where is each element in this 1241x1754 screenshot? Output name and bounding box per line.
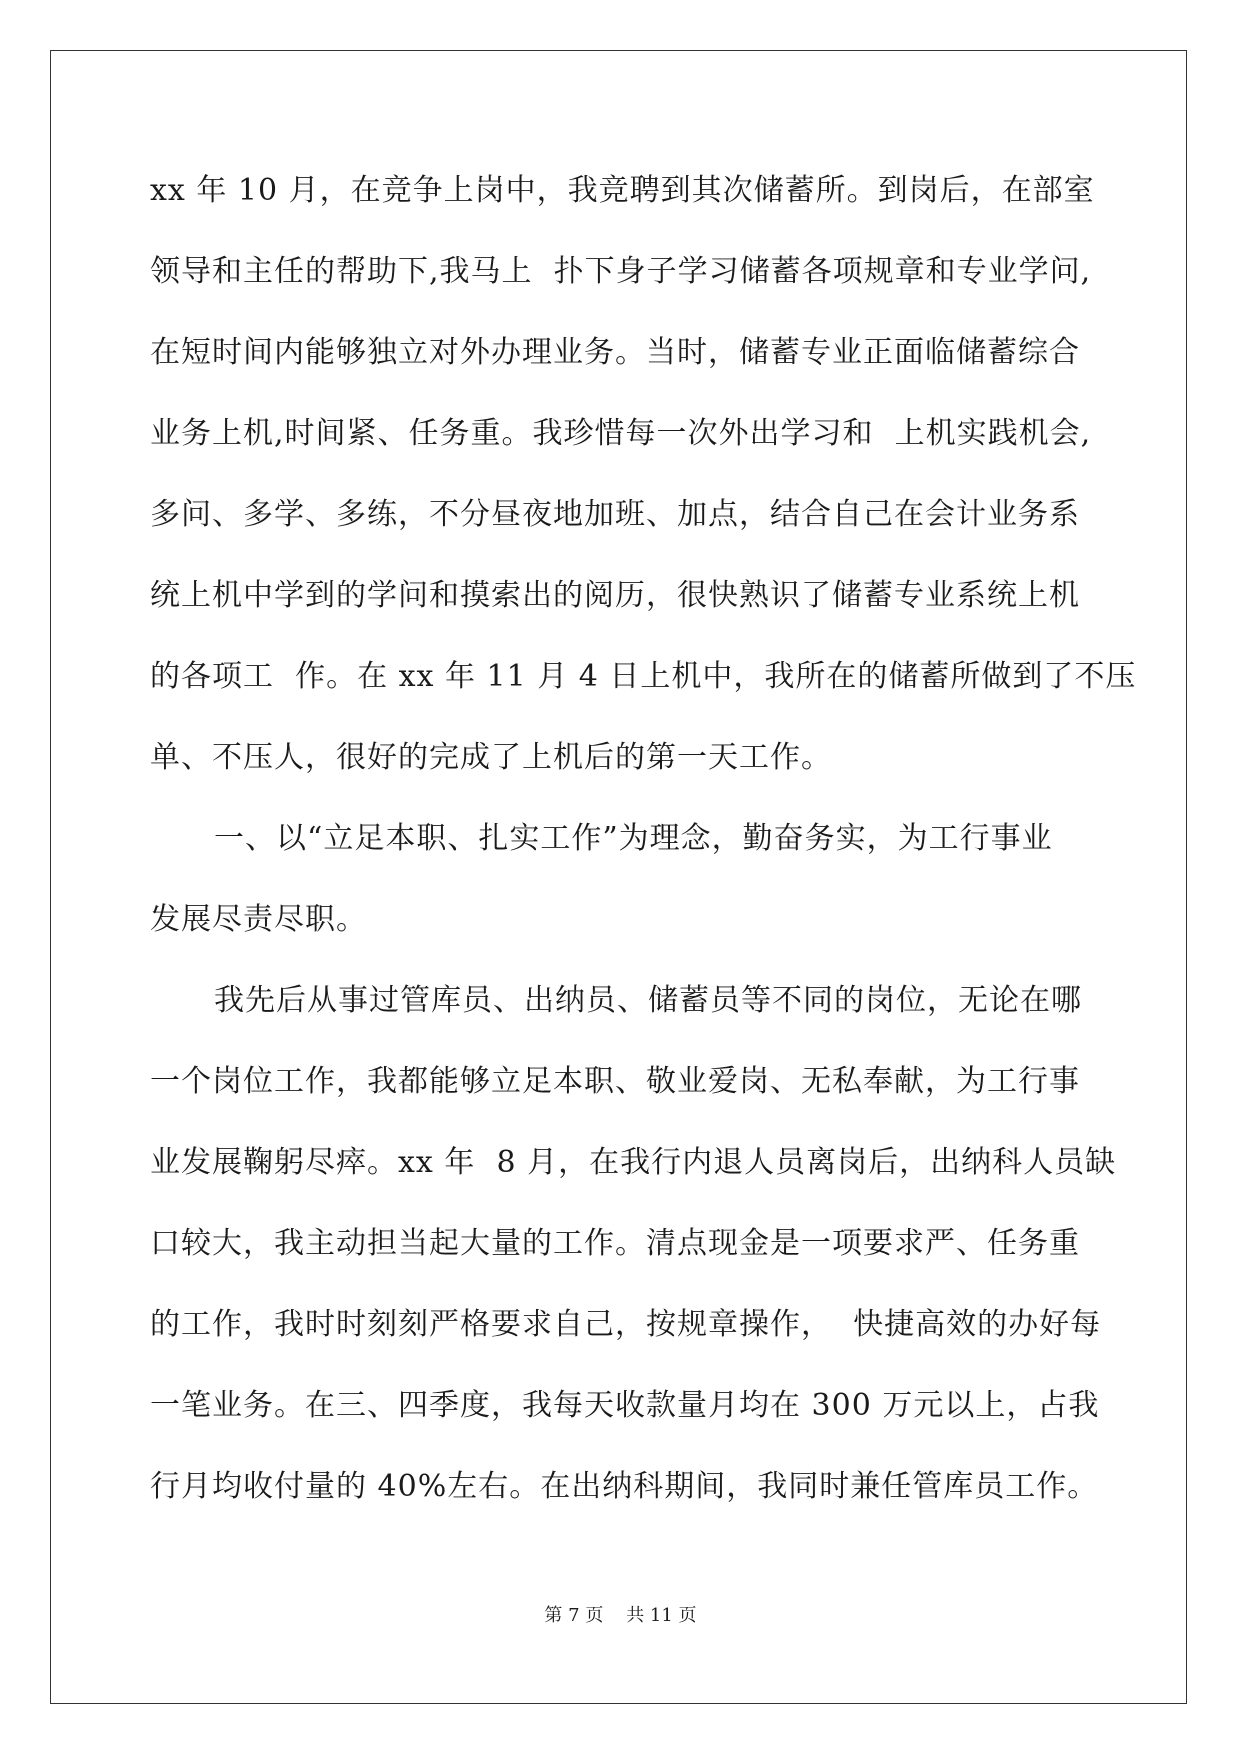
text-line: 口较大，我主动担当起大量的工作。清点现金是一项要求严、任务重 [150,1226,1080,1261]
text-line: 多问、多学、多练，不分昼夜地加班、加点，结合自己在会计业务系 [150,497,1080,532]
document-body [150,160,1137,1537]
section-heading-line: 发展尽责尽职。 [150,902,367,937]
section-heading-line: 一、以“立足本职、扎实工作”为理念，勤奋务实，为工行事业 [214,821,1053,856]
text-line: 行月均收付量的 40%左右。在出纳科期间，我同时兼任管库员工作。 [150,1469,1099,1504]
page-number-footer: 第 7 页 共 11 页 [544,1605,697,1626]
text-line: 统上机中学到的学问和摸索出的阅历，很快熟识了储蓄专业系统上机 [150,578,1080,613]
text-line: xx 年 10 月，在竞争上岗中，我竞聘到其次储蓄所。到岗后，在部室 [150,173,1095,208]
text-line: 业务上机,时间紧、任务重。我珍惜每一次外出学习和 上机实践机会, [150,416,1092,451]
text-line: 业发展鞠躬尽瘁。xx 年 8 月，在我行内退人员离岗后，出纳科人员缺 [150,1145,1117,1180]
text-line: 单、不压人，很好的完成了上机后的第一天工作。 [150,740,832,775]
text-line: 一个岗位工作，我都能够立足本职、敬业爱岗、无私奉献，为工行事 [150,1064,1080,1099]
text-line: 领导和主任的帮助下,我马上 扑下身子学习储蓄各项规章和专业学问, [150,254,1092,289]
text-line: 我先后从事过管库员、出纳员、储蓄员等不同的岗位，无论在哪 [214,983,1082,1018]
text-line: 的工作，我时时刻刻严格要求自己，按规章操作， 快捷高效的办好每 [150,1307,1102,1342]
text-line: 在短时间内能够独立对外办理业务。当时，储蓄专业正面临储蓄综合 [150,335,1080,370]
text-line: 的各项工 作。在 xx 年 11 月 4 日上机中，我所在的储蓄所做到了不压 [150,659,1137,694]
text-line: 一笔业务。在三、四季度，我每天收款量月均在 300 万元以上，占我 [150,1388,1100,1423]
